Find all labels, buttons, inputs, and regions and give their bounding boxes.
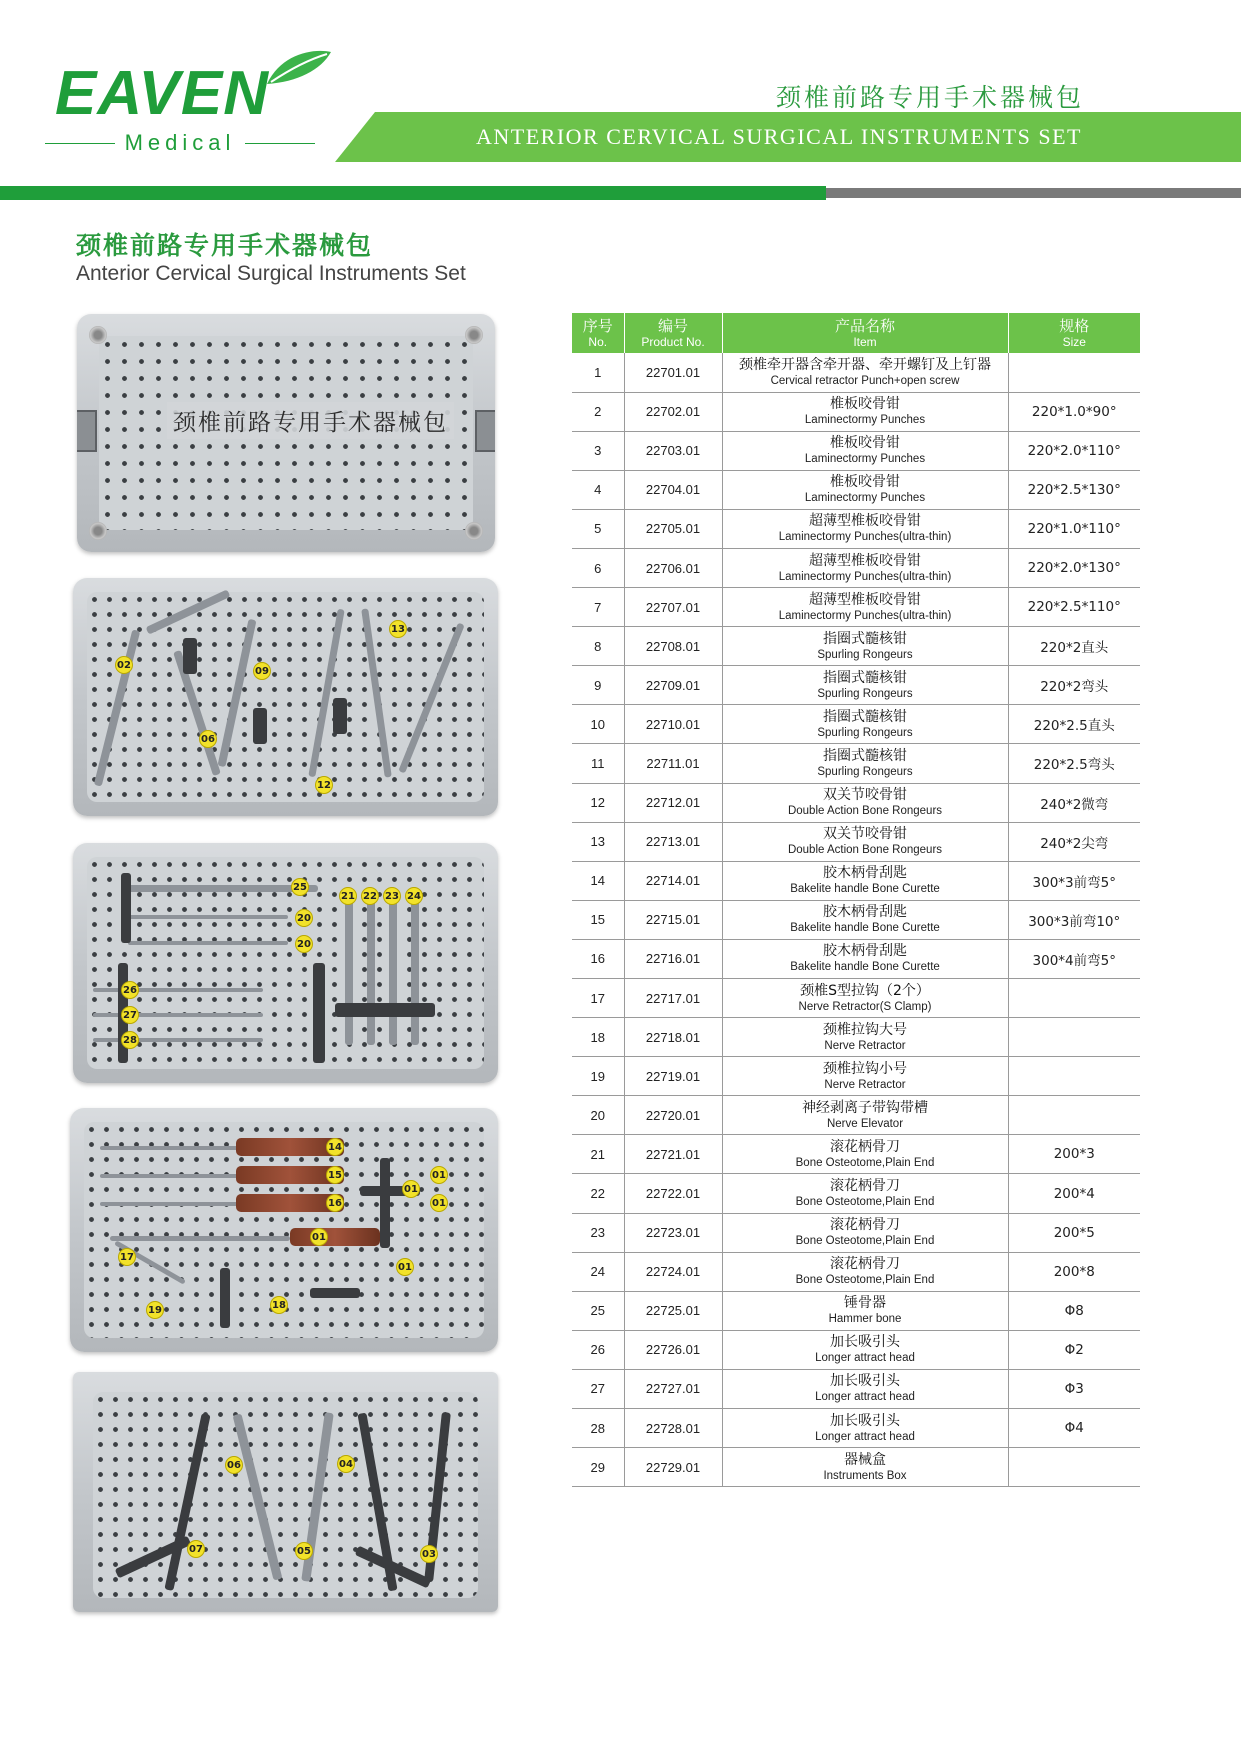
brand-logo xyxy=(45,48,325,158)
cell-item xyxy=(722,509,1008,548)
cell-product-no: 22713.01 xyxy=(624,822,722,861)
cell-item xyxy=(722,353,1008,392)
leaf-icon xyxy=(263,48,333,88)
table-row xyxy=(572,1291,1140,1330)
table-row xyxy=(572,1409,1140,1448)
cell-no: 22 xyxy=(572,1174,624,1213)
tag-03: 03 xyxy=(420,1545,438,1563)
cell-item xyxy=(722,783,1008,822)
cell-no: 13 xyxy=(572,822,624,861)
cell-product-no: 22724.01 xyxy=(624,1252,722,1291)
item-name-cn: 超薄型椎板咬骨钳 xyxy=(809,552,921,569)
cell-no: 3 xyxy=(572,431,624,470)
brand-subtitle xyxy=(45,130,315,156)
item-name-en: Laminectormy Punches(ultra-thin) xyxy=(778,609,952,622)
tag-22: 22 xyxy=(361,887,379,905)
item-name-en: Spurling Rongeurs xyxy=(817,765,913,778)
tag-01: 01 xyxy=(402,1180,420,1198)
tag-13: 13 xyxy=(389,620,407,638)
item-name-cn: 加长吸引头 xyxy=(830,1373,900,1390)
tag-02: 02 xyxy=(115,656,133,674)
cell-size: 220*2.5*130° xyxy=(1008,470,1140,509)
cell-item xyxy=(722,627,1008,666)
table-row xyxy=(572,588,1140,627)
cell-size: 220*2.5直头 xyxy=(1008,705,1140,744)
cell-product-no: 22706.01 xyxy=(624,548,722,587)
cell-size: 220*2.5*110° xyxy=(1008,588,1140,627)
item-name-cn: 器械盒 xyxy=(844,1451,886,1468)
tag-01: 01 xyxy=(430,1194,448,1212)
cell-no: 5 xyxy=(572,509,624,548)
cell-no: 21 xyxy=(572,1135,624,1174)
item-name-en: Longer attract head xyxy=(815,1430,915,1443)
header-title-en: ANTERIOR CERVICAL SURGICAL INSTRUMENTS SET xyxy=(476,124,1082,149)
cell-item xyxy=(722,822,1008,861)
cell-size: Φ2 xyxy=(1008,1330,1140,1369)
cell-product-no: 22716.01 xyxy=(624,939,722,978)
header-item: 产品名称 Item xyxy=(722,313,1008,353)
cell-item xyxy=(722,705,1008,744)
item-name-cn: 胶木柄骨刮匙 xyxy=(823,943,907,960)
item-name-en: Bone Osteotome,Plain End xyxy=(795,1235,935,1248)
tag-09: 09 xyxy=(253,662,271,680)
tag-20: 20 xyxy=(295,909,313,927)
cell-no: 29 xyxy=(572,1448,624,1487)
table-row xyxy=(572,1213,1140,1252)
tag-06: 06 xyxy=(225,1456,243,1474)
table-row xyxy=(572,705,1140,744)
cell-item xyxy=(722,1330,1008,1369)
item-name-en: Nerve Elevator xyxy=(826,1117,904,1130)
cell-item xyxy=(722,1369,1008,1408)
tag-05: 05 xyxy=(295,1542,313,1560)
cell-product-no: 22728.01 xyxy=(624,1409,722,1448)
cell-product-no: 22705.01 xyxy=(624,509,722,548)
table-row xyxy=(572,1369,1140,1408)
item-name-en: Nerve Retractor xyxy=(824,1078,906,1091)
table-row xyxy=(572,509,1140,548)
item-name-cn: 颈椎牵开器含牵开器、牵开螺钉及上钉器 xyxy=(739,356,991,373)
cell-product-no: 22726.01 xyxy=(624,1330,722,1369)
product-table xyxy=(572,313,1140,1487)
cell-size xyxy=(1008,979,1140,1018)
cell-product-no: 22709.01 xyxy=(624,666,722,705)
brand-name: EAVEN xyxy=(55,59,270,128)
divider-green xyxy=(0,186,826,200)
cell-item xyxy=(722,431,1008,470)
cell-size: 220*2直头 xyxy=(1008,627,1140,666)
cell-no: 4 xyxy=(572,470,624,509)
item-name-en: Spurling Rongeurs xyxy=(817,648,913,661)
table-row xyxy=(572,392,1140,431)
item-name-en: Bakelite handle Bone Curette xyxy=(790,883,940,896)
cell-item xyxy=(722,1135,1008,1174)
brand-sub-text: Medical xyxy=(124,130,236,155)
item-name-en: Laminectormy Punches(ultra-thin) xyxy=(778,570,952,583)
tag-28: 28 xyxy=(121,1031,139,1049)
item-name-en: Bakelite handle Bone Curette xyxy=(790,961,940,974)
item-name-en: Bone Osteotome,Plain End xyxy=(795,1156,935,1169)
item-name-en: Nerve Retractor(S Clamp) xyxy=(798,1000,932,1013)
cell-size xyxy=(1008,1018,1140,1057)
table-row xyxy=(572,1252,1140,1291)
cell-product-no: 22722.01 xyxy=(624,1174,722,1213)
cell-product-no: 22712.01 xyxy=(624,783,722,822)
tag-26: 26 xyxy=(121,981,139,999)
cell-size: 300*3前弯10° xyxy=(1008,900,1140,939)
cell-size: 240*2微弯 xyxy=(1008,783,1140,822)
cell-item xyxy=(722,1252,1008,1291)
tag-01: 01 xyxy=(396,1258,414,1276)
tag-01: 01 xyxy=(430,1166,448,1184)
cell-size xyxy=(1008,1096,1140,1135)
cell-product-no: 22714.01 xyxy=(624,861,722,900)
cell-size: Φ4 xyxy=(1008,1409,1140,1448)
cell-size: 200*8 xyxy=(1008,1252,1140,1291)
item-name-cn: 指圈式髓核钳 xyxy=(823,630,907,647)
header-title-cn: 颈椎前路专用手术器械包 xyxy=(776,83,1085,112)
cell-no: 2 xyxy=(572,392,624,431)
cell-size: 220*2.5弯头 xyxy=(1008,744,1140,783)
table-row xyxy=(572,666,1140,705)
item-name-cn: 椎板咬骨钳 xyxy=(830,474,900,491)
table-header-row xyxy=(572,313,1140,353)
section-title-cn: 颈椎前路专用手术器械包 xyxy=(76,231,374,260)
cell-size: Φ8 xyxy=(1008,1291,1140,1330)
table-row xyxy=(572,939,1140,978)
tag-07: 07 xyxy=(187,1540,205,1558)
item-name-cn: 加长吸引头 xyxy=(830,1334,900,1351)
tag-12: 12 xyxy=(315,776,333,794)
cell-item xyxy=(722,588,1008,627)
item-name-cn: 超薄型椎板咬骨钳 xyxy=(809,591,921,608)
cell-no: 7 xyxy=(572,588,624,627)
cell-size: 300*3前弯5° xyxy=(1008,861,1140,900)
cell-no: 11 xyxy=(572,744,624,783)
cell-product-no: 22718.01 xyxy=(624,1018,722,1057)
cell-no: 20 xyxy=(572,1096,624,1135)
cell-product-no: 22708.01 xyxy=(624,627,722,666)
cell-item xyxy=(722,1448,1008,1487)
tag-25: 25 xyxy=(291,878,309,896)
tag-20: 20 xyxy=(295,935,313,953)
item-name-cn: 颈椎拉钩小号 xyxy=(823,1060,907,1077)
tag-16: 16 xyxy=(326,1194,344,1212)
table-row xyxy=(572,1448,1140,1487)
cell-no: 17 xyxy=(572,979,624,1018)
item-name-en: Bone Osteotome,Plain End xyxy=(795,1196,935,1209)
cell-size: 200*5 xyxy=(1008,1213,1140,1252)
cell-item xyxy=(722,744,1008,783)
cell-size: 220*1.0*110° xyxy=(1008,509,1140,548)
cell-size: 200*4 xyxy=(1008,1174,1140,1213)
item-name-en: Spurling Rongeurs xyxy=(817,687,913,700)
tag-23: 23 xyxy=(383,887,401,905)
cell-no: 25 xyxy=(572,1291,624,1330)
cell-item xyxy=(722,392,1008,431)
tag-27: 27 xyxy=(121,1006,139,1024)
cell-product-no: 22720.01 xyxy=(624,1096,722,1135)
cell-item xyxy=(722,979,1008,1018)
tag-04: 04 xyxy=(337,1455,355,1473)
cell-no: 28 xyxy=(572,1409,624,1448)
item-name-cn: 颈椎S型拉钩（2个） xyxy=(800,982,930,999)
tag-24: 24 xyxy=(405,887,423,905)
cell-product-no: 22717.01 xyxy=(624,979,722,1018)
cell-no: 10 xyxy=(572,705,624,744)
item-name-cn: 胶木柄骨刮匙 xyxy=(823,904,907,921)
tag-15: 15 xyxy=(326,1166,344,1184)
table-row xyxy=(572,900,1140,939)
item-name-en: Double Action Bone Rongeurs xyxy=(787,844,943,857)
item-name-en: Laminectormy Punches(ultra-thin) xyxy=(778,531,952,544)
tag-21: 21 xyxy=(339,887,357,905)
cell-size: 220*2.0*110° xyxy=(1008,431,1140,470)
item-name-cn: 指圈式髓核钳 xyxy=(823,669,907,686)
item-name-cn: 神经剥离子带钩带槽 xyxy=(802,1099,928,1116)
cell-item xyxy=(722,939,1008,978)
cell-product-no: 22719.01 xyxy=(624,1057,722,1096)
item-name-cn: 滚花柄骨刀 xyxy=(830,1256,900,1273)
cell-item xyxy=(722,1018,1008,1057)
cell-item xyxy=(722,1291,1008,1330)
cell-product-no: 22729.01 xyxy=(624,1448,722,1487)
header-size: 规格 Size xyxy=(1008,313,1140,353)
table-row xyxy=(572,470,1140,509)
item-name-cn: 颈椎拉钩大号 xyxy=(823,1021,907,1038)
cell-no: 15 xyxy=(572,900,624,939)
cell-no: 16 xyxy=(572,939,624,978)
table-row xyxy=(572,783,1140,822)
cell-no: 8 xyxy=(572,627,624,666)
cell-no: 9 xyxy=(572,666,624,705)
cell-item xyxy=(722,1096,1008,1135)
cell-size: 240*2尖弯 xyxy=(1008,822,1140,861)
table-row xyxy=(572,1057,1140,1096)
cell-product-no: 22704.01 xyxy=(624,470,722,509)
table-row xyxy=(572,1096,1140,1135)
cell-product-no: 22723.01 xyxy=(624,1213,722,1252)
item-name-cn: 锤骨器 xyxy=(844,1295,886,1312)
section-title-en: Anterior Cervical Surgical Instruments Set xyxy=(76,262,466,285)
cell-no: 24 xyxy=(572,1252,624,1291)
cell-product-no: 22702.01 xyxy=(624,392,722,431)
cell-item xyxy=(722,1174,1008,1213)
cell-product-no: 22707.01 xyxy=(624,588,722,627)
cell-item xyxy=(722,470,1008,509)
table-row xyxy=(572,1174,1140,1213)
cell-size xyxy=(1008,353,1140,392)
table-row xyxy=(572,431,1140,470)
table-row xyxy=(572,627,1140,666)
table-row xyxy=(572,353,1140,392)
cell-no: 27 xyxy=(572,1369,624,1408)
table-row xyxy=(572,548,1140,587)
table-row xyxy=(572,861,1140,900)
cell-item xyxy=(722,861,1008,900)
item-name-en: Laminectormy Punches xyxy=(804,414,926,427)
item-name-en: Longer attract head xyxy=(815,1391,915,1404)
header-product-no: 编号 Product No. xyxy=(624,313,722,353)
item-name-en: Hammer bone xyxy=(828,1313,902,1326)
tag-18: 18 xyxy=(270,1296,288,1314)
header-no: 序号 No. xyxy=(572,313,624,353)
item-name-en: Laminectormy Punches xyxy=(804,453,926,466)
tray-lid-image xyxy=(77,314,495,552)
cell-product-no: 22715.01 xyxy=(624,900,722,939)
item-name-en: Bakelite handle Bone Curette xyxy=(790,922,940,935)
table-row xyxy=(572,1330,1140,1369)
cell-item xyxy=(722,548,1008,587)
cell-item xyxy=(722,1057,1008,1096)
lid-label: 颈椎前路专用手术器械包 xyxy=(167,402,454,439)
cell-size: 220*1.0*90° xyxy=(1008,392,1140,431)
cell-product-no: 22725.01 xyxy=(624,1291,722,1330)
item-name-cn: 胶木柄骨刮匙 xyxy=(823,865,907,882)
cell-product-no: 22710.01 xyxy=(624,705,722,744)
item-name-cn: 加长吸引头 xyxy=(830,1412,900,1429)
item-name-cn: 双关节咬骨钳 xyxy=(823,787,907,804)
cell-item xyxy=(722,666,1008,705)
cell-no: 19 xyxy=(572,1057,624,1096)
item-name-en: Cervical retractor Punch+open screw xyxy=(770,374,960,387)
item-name-en: Laminectormy Punches xyxy=(804,492,926,505)
cell-no: 26 xyxy=(572,1330,624,1369)
cell-item xyxy=(722,1409,1008,1448)
tag-17: 17 xyxy=(118,1248,136,1266)
item-name-en: Instruments Box xyxy=(823,1469,907,1482)
cell-size xyxy=(1008,1057,1140,1096)
cell-no: 1 xyxy=(572,353,624,392)
item-name-cn: 滚花柄骨刀 xyxy=(830,1138,900,1155)
item-name-cn: 滚花柄骨刀 xyxy=(830,1178,900,1195)
item-name-en: Bone Osteotome,Plain End xyxy=(795,1274,935,1287)
cell-size: 200*3 xyxy=(1008,1135,1140,1174)
cell-product-no: 22711.01 xyxy=(624,744,722,783)
tray-3-image xyxy=(70,1108,498,1352)
tray-4-image xyxy=(73,1372,498,1612)
tray-2-image xyxy=(73,843,498,1083)
tag-19: 19 xyxy=(146,1301,164,1319)
item-name-en: Longer attract head xyxy=(815,1352,915,1365)
cell-no: 18 xyxy=(572,1018,624,1057)
cell-item xyxy=(722,1213,1008,1252)
item-name-en: Double Action Bone Rongeurs xyxy=(787,805,943,818)
item-name-cn: 指圈式髓核钳 xyxy=(823,747,907,764)
cell-item xyxy=(722,900,1008,939)
cell-size: 220*2弯头 xyxy=(1008,666,1140,705)
cell-product-no: 22703.01 xyxy=(624,431,722,470)
item-name-en: Nerve Retractor xyxy=(824,1039,906,1052)
tag-01: 01 xyxy=(310,1228,328,1246)
item-name-cn: 超薄型椎板咬骨钳 xyxy=(809,513,921,530)
cell-no: 6 xyxy=(572,548,624,587)
divider-gray xyxy=(826,188,1241,198)
item-name-cn: 椎板咬骨钳 xyxy=(830,396,900,413)
cell-no: 14 xyxy=(572,861,624,900)
cell-size: 300*4前弯5° xyxy=(1008,939,1140,978)
cell-size: 220*2.0*130° xyxy=(1008,548,1140,587)
cell-product-no: 22701.01 xyxy=(624,353,722,392)
item-name-cn: 椎板咬骨钳 xyxy=(830,435,900,452)
table-row xyxy=(572,979,1140,1018)
cell-no: 23 xyxy=(572,1213,624,1252)
cell-no: 12 xyxy=(572,783,624,822)
item-name-cn: 指圈式髓核钳 xyxy=(823,708,907,725)
table-row xyxy=(572,1135,1140,1174)
item-name-cn: 双关节咬骨钳 xyxy=(823,826,907,843)
item-name-en: Spurling Rongeurs xyxy=(817,726,913,739)
cell-product-no: 22727.01 xyxy=(624,1369,722,1408)
table-row xyxy=(572,744,1140,783)
cell-product-no: 22721.01 xyxy=(624,1135,722,1174)
table-row xyxy=(572,822,1140,861)
tray-1-image xyxy=(73,578,498,816)
item-name-cn: 滚花柄骨刀 xyxy=(830,1217,900,1234)
tag-06: 06 xyxy=(199,730,217,748)
tag-14: 14 xyxy=(326,1138,344,1156)
cell-size: Φ3 xyxy=(1008,1369,1140,1408)
table-row xyxy=(572,1018,1140,1057)
cell-size xyxy=(1008,1448,1140,1487)
